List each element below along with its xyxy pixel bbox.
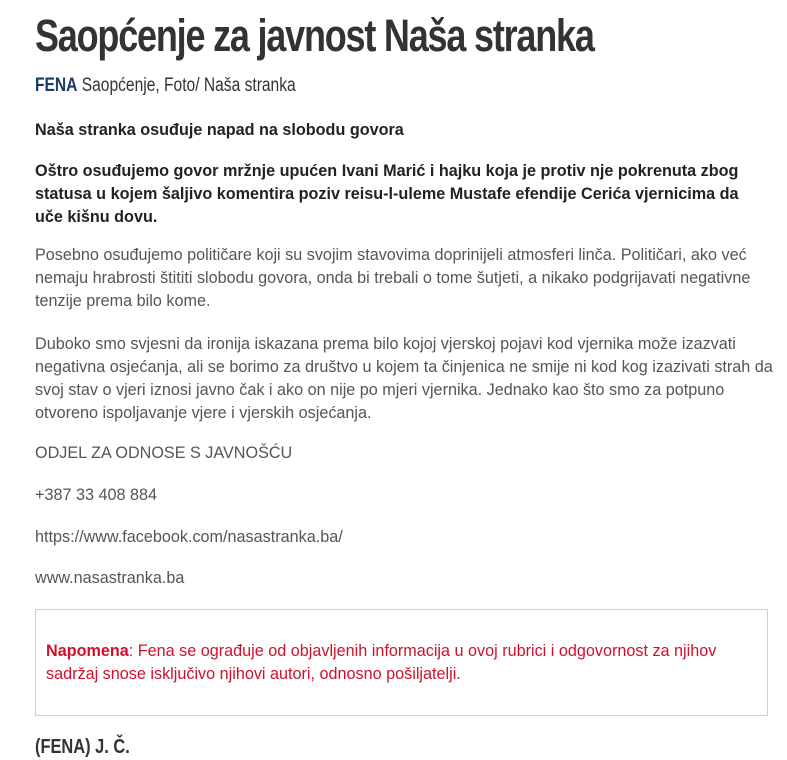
contact-website: www.nasastranka.ba (35, 569, 185, 587)
contact-facebook: https://www.facebook.com/nasastranka.ba/ (35, 528, 343, 546)
contact-department: ODJEL ZA ODNOSE S JAVNOŠĆU (35, 444, 293, 462)
page-title: Saopćenje za javnost Naša stranka (35, 10, 594, 61)
contact-phone: +387 33 408 884 (35, 486, 157, 504)
lead-heading: Naša stranka osuđuje napad na slobodu govora (35, 121, 404, 139)
body-paragraph: Duboko smo svjesni da ironija iskazana prema bilo kojoj vjerskoj pojavi kod vjernika može izazvati negativna osjećanja, ali se borimo za društvo u kojem ta činjenica ne smije ni kod kog izazivati strah da svoj stav o vjeri iznosi javno čak i ako on nije po mjeri vjernika. Jednako kao što smo za potpuno otvoreno ispoljavanje vjere i vjerskih osjećanja. (35, 335, 773, 422)
agency-name[interactable]: FENA (35, 75, 78, 96)
disclaimer-box (35, 609, 768, 716)
article-signature: (FENA) J. Č. (35, 736, 130, 758)
disclaimer-body: Fena se ograđuje od objavljenih informacija u ovoj rubrici i odgovornost za njihov sadržaj snose isključivo njihovi autori, odnosno pošiljatelji. (46, 642, 717, 683)
disclaimer-text (46, 640, 756, 686)
byline-source: Saopćenje, Foto/ Naša stranka (81, 75, 296, 96)
byline (35, 74, 296, 98)
disclaimer-label: Napomena (46, 642, 129, 660)
disclaimer-separator: : (128, 642, 138, 660)
body-paragraph: Posebno osuđujemo političare koji su svojim stavovima doprinijeli atmosferi linča. Političari, ako već nemaju hrabrosti štititi slobodu govora, onda bi trebali o tome šutjeti, a nikako podgrijavati negativne tenzije prema bilo kome. (35, 246, 751, 310)
lead-paragraph: Oštro osuđujemo govor mržnje upućen Ivani Marić i hajku koja je protiv nje pokrenuta zbog statusa u kojem šaljivo komentira poziv reisu-l-uleme Mustafe efendije Cerića vjernicima da uče kišnu dovu. (35, 162, 739, 226)
